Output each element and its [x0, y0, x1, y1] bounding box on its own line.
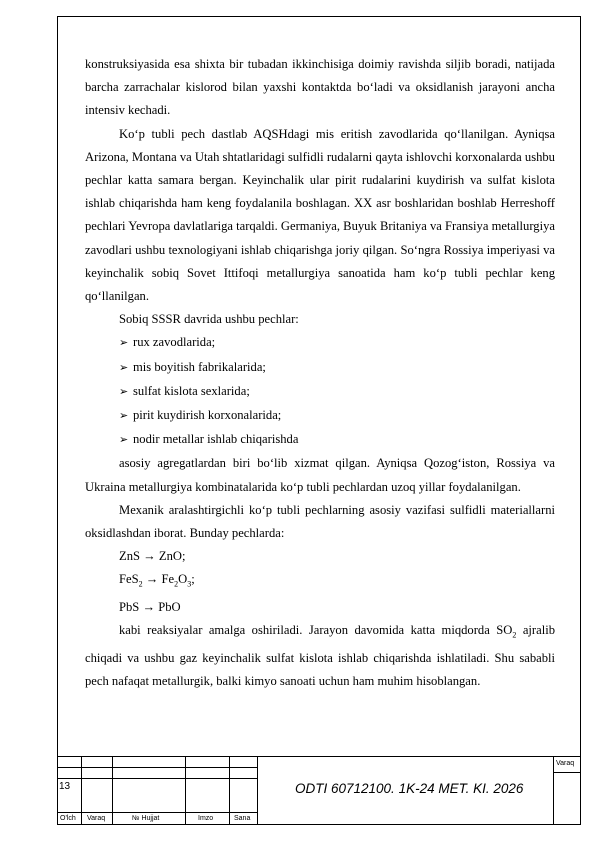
text-line: asosiy agregatlardan biri bo‘lib xizmat qilgan. Ayniqsa Qozog‘iston, — [119, 456, 490, 471]
eq-arrow: → — [142, 600, 156, 615]
bullet-item — [85, 404, 555, 428]
text-line: ishlatiladi. Shu sababli pech nafaqat metallurgik, balki kimyo sanoati uchun ham — [85, 651, 555, 689]
eq-rhs: Fe — [161, 572, 175, 587]
paragraph-3: Sobiq SSSR davrida ushbu pechlar: — [119, 312, 299, 327]
col-olch: O'lch — [60, 815, 76, 822]
paragraph-5 — [85, 499, 555, 545]
bullet-item — [85, 428, 555, 452]
bullet-text: sulfat kislota sexlarida; — [133, 383, 250, 398]
text-line: foydalanilgan. — [448, 479, 521, 494]
eq-arrow: → — [143, 549, 156, 564]
text-line: natijada barcha zarrachalar kislorod bilan yaxshi kontaktda bo‘ladi va oksidlanish — [85, 57, 555, 95]
col-hujjat: № Hujjat — [132, 815, 160, 822]
col-sana: Sana — [234, 815, 251, 822]
page-number: 13 — [59, 781, 71, 792]
text-line: materiallarni oksidlashdan iborat. Bunday pechlarda: — [85, 502, 555, 541]
bullet-text: rux zavodlarida; — [133, 335, 216, 350]
text-line: ajralib chiqadi va ushbu gaz keyinchalik sulfat kislota ishlab chiqarishda — [85, 623, 555, 666]
bullet-item — [85, 356, 555, 380]
text-line: keyinchalik sobiq Sovet Ittifoqi metallurgiya sanoatida ham ko‘p tubli pechlar — [85, 265, 523, 280]
text-line: korxonalarda ushbu pechlar katta samara bergan. Keyinchalik ular pirit rudalarini — [85, 149, 555, 188]
text-line: Rossiya va Ukraina metallurgiya kombinatalarida ko‘p tubli pechlardan uzoq yillar — [85, 456, 556, 494]
eq-lhs: ZnS — [119, 549, 140, 564]
text-line: Ko‘p tubli pech dastlab AQSHdagi mis eritish zavodlarida qo‘llanilgan. — [119, 126, 509, 141]
eq-rhs: ; — [191, 572, 195, 587]
text-line: texnologiyani ishlab chiqarishga joriy qilgan. So‘ngra Rossiya imperiyasi va — [168, 242, 555, 257]
title-block-stamp — [57, 756, 581, 825]
text-line: Mexanik aralashtirgichli ko‘p tubli pechlarning asosiy vazifasi sulfidli — [119, 502, 486, 517]
bullet-item — [85, 380, 555, 404]
document-code: ODTI 60712100. 1K-24 MET. KI. 2026 — [295, 781, 524, 796]
eq-rhs: PbO — [158, 600, 181, 615]
text-line: asr boshlaridan boshlab Herreshoff pechlari Yevropa davlatlariga tarqaldi. — [85, 196, 556, 234]
col-imzo: Imzo — [198, 815, 214, 822]
equation-zns — [85, 545, 555, 568]
eq-subscript: 3 — [187, 579, 192, 589]
document-body — [85, 53, 555, 694]
text-line: muhim hisoblangan. — [377, 674, 481, 689]
text-line: Ayniqsa Arizona, Montana va Utah shtatlaridagi sulfidli rudalarni qayta ishlovchi — [85, 126, 555, 164]
arrow-bullet-icon: ➢ — [119, 385, 129, 398]
col-varaq: Varaq — [87, 815, 106, 822]
eq-arrow: → — [145, 572, 159, 587]
bullet-text: mis boyitish fabrikalarida; — [133, 359, 266, 374]
arrow-bullet-icon: ➢ — [119, 410, 129, 423]
text-line: keng qo‘llanilgan. — [85, 265, 555, 304]
paragraph-4 — [85, 452, 555, 498]
text-line: kuydirish va sulfat kislota ishlab chiqarishda ham keng foydalanila boshlagan. XX — [85, 173, 555, 211]
arrow-bullet-icon: ➢ — [119, 434, 129, 447]
eq-lhs: PbS — [119, 600, 140, 615]
eq-rhs: O — [178, 572, 188, 587]
text-line: konstruksiyasida esa shixta bir tubadan ikkinchisiga doimiy ravishda siljib boradi, — [85, 57, 511, 71]
text-line: jarayoni ancha intensiv kechadi. — [85, 80, 555, 118]
text-line: Germaniya, Buyuk Britaniya va Fransiya metallurgiya zavodlari ushbu — [85, 219, 555, 257]
bullet-text: pirit kuydirish korxonalarida; — [133, 408, 282, 423]
paragraph-6 — [85, 619, 555, 693]
eq-rhs: ZnO; — [158, 549, 186, 564]
varaq-header: Varaq — [556, 760, 575, 767]
bullet-text: nodir metallar ishlab chiqarishda — [133, 432, 299, 447]
eq-subscript: 2 — [174, 579, 179, 589]
eq-lhs: FeS — [119, 572, 139, 587]
arrow-bullet-icon: ➢ — [119, 337, 129, 350]
so2-subscript: 2 — [512, 630, 517, 640]
eq-subscript: 2 — [138, 579, 143, 589]
equation-pbs — [85, 596, 555, 619]
paragraph-1 — [85, 53, 555, 123]
bullet-item — [85, 331, 555, 355]
arrow-bullet-icon: ➢ — [119, 361, 129, 374]
equation-fes2 — [85, 568, 555, 596]
paragraph-2 — [85, 123, 555, 309]
text-line: kabi reaksiyalar amalga oshiriladi. Jarayon davomida katta miqdorda SO — [119, 623, 513, 638]
